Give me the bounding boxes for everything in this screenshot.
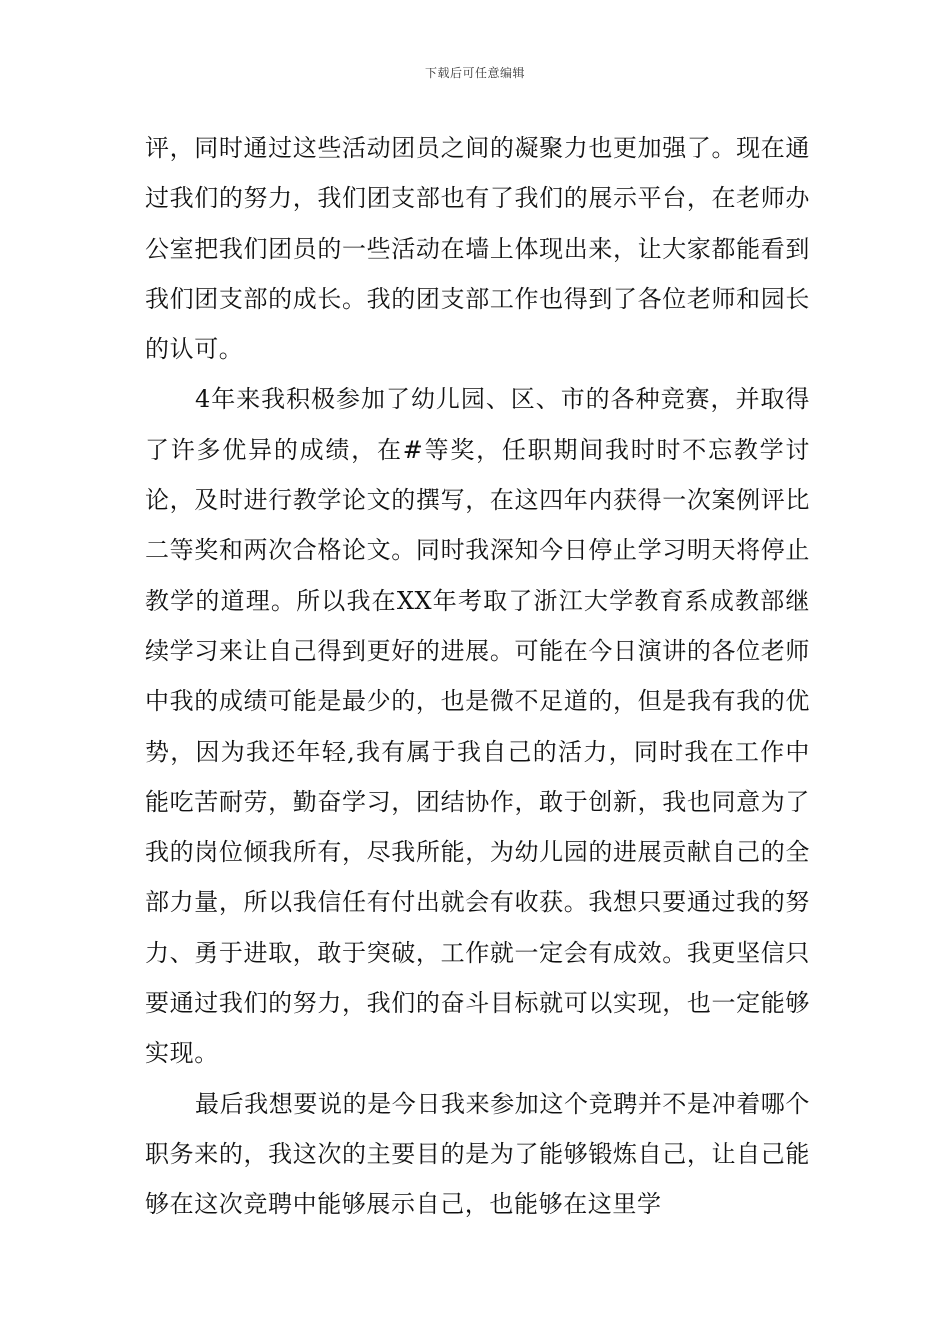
paragraph-3: 最后我想要说的是今日我来参加这个竞聘并不是冲着哪个职务来的，我这次的主要目的是为了能够锻炼自己，让自己能够在这次竞聘中能够展示自己，也能够在这里学 <box>145 1089 810 1219</box>
document-body <box>145 123 810 1230</box>
paragraph-1: 评，同时通过这些活动团员之间的凝聚力也更加强了。现在通过我们的努力，我们团支部也有了我们的展示平台，在老师办公室把我们团员的一些活动在墙上体现出来，让大家都能看到我们团支部的成长。我的团支部工作也得到了各位老师和园长的认可。 <box>145 134 810 364</box>
paragraph-2: 4年来我积极参加了幼儿园、区、市的各种竞赛，并取得了许多优异的成绩，在#等奖，任职期间我时时不忘教学讨论，及时进行教学论文的撰写，在这四年内获得一次案例评比二等奖和两次合格论文。同时我深知今日停止学习明天将停止教学的道理。所以我在XX年考取了浙江大学教育系成教部继续学习来让自己得到更好的进展。可能在今日演讲的各位老师中我的成绩可能是最少的，也是微不足道的，但是我有我的优势，因为我还年轻,我有属于我自己的活力，同时我在工作中能吃苦耐劳，勤奋学习，团结协作，敢于创新，我也同意为了我的岗位倾我所有，尽我所能，为幼儿园的进展贡献自己的全部力量，所以我信任有付出就会有收获。我想只要通过我的努力、勇于进取，敢于突破，工作就一定会有成效。我更坚信只要通过我们的努力，我们的奋斗目标就可以实现，也一定能够实现。 <box>145 385 810 1068</box>
page-header-note: 下载后可任意编辑 <box>424 66 525 80</box>
